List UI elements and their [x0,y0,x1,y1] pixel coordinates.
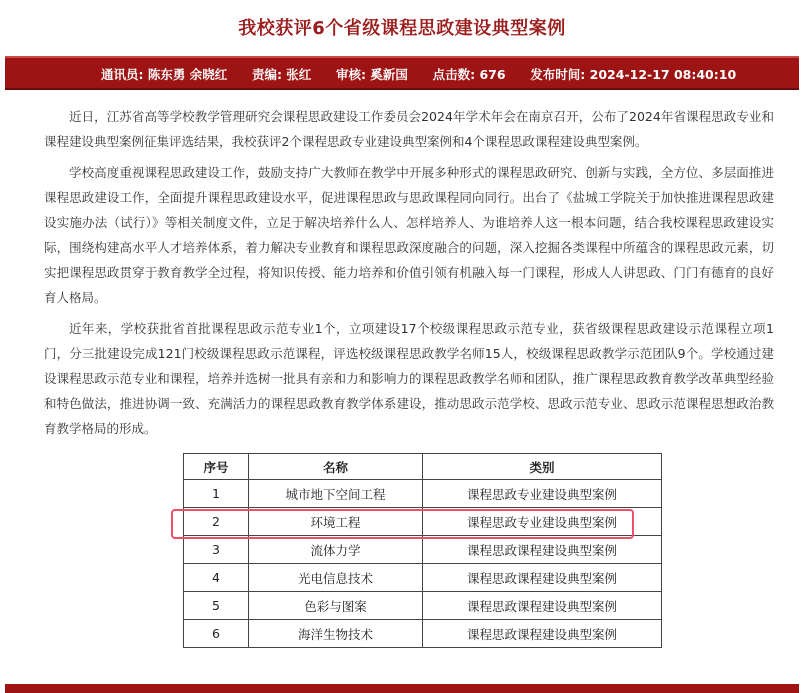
table-row [184,592,662,620]
reviewer-label: 审核: [336,67,367,82]
editor: 张红 [286,67,312,82]
published-label: 发布时间: [530,67,586,82]
case-table [183,453,662,648]
row-category: 课程思政专业建设典型案例 [423,508,662,536]
row-category: 课程思政课程建设典型案例 [423,592,662,620]
header-category: 类别 [423,454,662,480]
row-number: 3 [184,536,249,564]
editor-label: 责编: [251,67,282,82]
row-name: 海洋生物技术 [249,620,423,648]
published-time: 2024-12-17 08:40:10 [589,67,737,82]
row-number: 4 [184,564,249,592]
reporter: 陈东勇 余晓红 [147,67,228,82]
article-meta-bar [5,56,799,90]
click-count: 676 [479,67,506,82]
case-table-wrapper [183,453,662,648]
header-name: 名称 [249,454,423,480]
reporter-label: 通讯员: [101,67,144,82]
table-row [184,564,662,592]
meta-line [101,65,736,83]
table-row [184,620,662,648]
row-name: 城市地下空间工程 [249,480,423,508]
reviewer: 奚新国 [370,67,408,82]
row-category: 课程思政课程建设典型案例 [423,620,662,648]
article-title: 我校获评6个省级课程思政建设典型案例 [238,18,566,39]
row-category: 课程思政课程建设典型案例 [423,536,662,564]
table-row [184,480,662,508]
paragraph-2: 学校高度重视课程思政建设工作，鼓励支持广大教师在教学中开展多种形式的课程思政研究、创新与实践，全方位、多层面推进课程思政建设工作，全面提升课程思政建设水平，促进课程思政与思政课程同向同行。出台了《盐城工学院关于加快推进课程思政建设实施办法（试行）》等相关制度文件，立足于解决培养什么人、怎样培养人、为谁培养人这一根本问题，结合我校课程思政建设实际，围绕构建高水平人才培养体系，着力解决专业教育和课程思政深度融合的问题，深入挖掘各类课程中所蕴含的课程思政元素，切实把课程思政贯穿于教育教学全过程，将知识传授、能力培养和价值引领有机融入每一门课程，形成人人讲思政、门门有德育的良好育人格局。 [44,165,774,305]
footer-bar [5,684,799,693]
article-body [44,104,774,447]
table-header-row [184,454,662,480]
table-row [184,536,662,564]
row-name: 流体力学 [249,536,423,564]
paragraph-3: 近年来，学校获批省首批课程思政示范专业1个，立项建设17个校级课程思政示范专业，获省级课程思政建设示范课程立项1门，分三批建设完成121门校级课程思政示范课程，评选校级课程思政教学名师15人，校级课程思政教学示范团队9个。学校通过建设课程思政示范专业和课程，培养并选树一批具有亲和力和影响力的课程思政教学名师和团队，推广课程思政教育教学改革典型经验和特色做法，推进协调一致、充满活力的课程思政教育教学体系建设，推动思政示范学校、思政示范专业、思政示范课程思想政治教育教学格局的形成。 [44,321,774,436]
row-highlight-box [171,509,634,539]
row-category: 课程思政课程建设典型案例 [423,564,662,592]
paragraph-1: 近日，江苏省高等学校教学管理研究会课程思政建设工作委员会2024年学术年会在南京召开，公布了2024年省课程思政专业和课程建设典型案例征集评选结果，我校获评2个课程思政专业建设典型案例和4个课程思政课程建设典型案例。 [44,109,774,149]
row-name: 色彩与图案 [249,592,423,620]
row-name: 环境工程 [249,508,423,536]
clicks-label: 点击数: [432,67,476,82]
header-number: 序号 [184,454,249,480]
row-number: 6 [184,620,249,648]
row-name: 光电信息技术 [249,564,423,592]
row-number: 2 [184,508,249,536]
row-number: 5 [184,592,249,620]
row-category: 课程思政专业建设典型案例 [423,480,662,508]
row-number: 1 [184,480,249,508]
